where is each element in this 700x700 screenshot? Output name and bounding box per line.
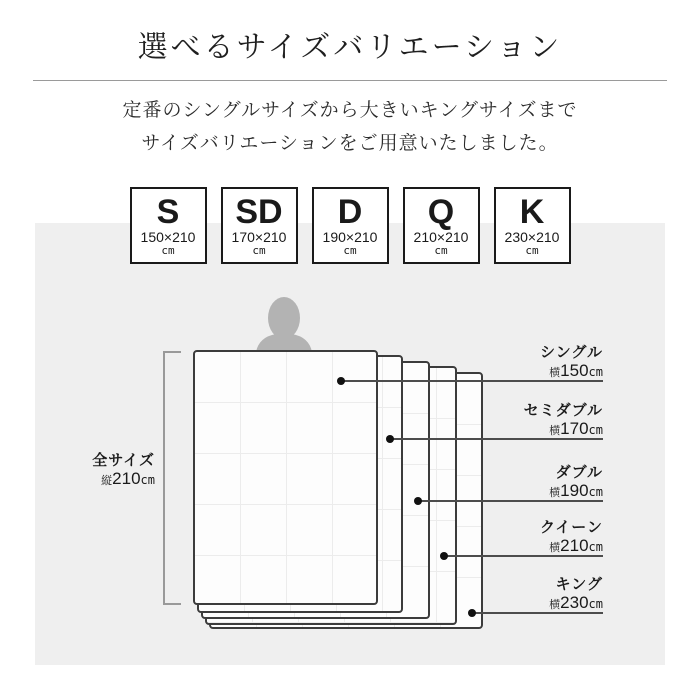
size-label-value bbox=[443, 420, 603, 440]
size-label-king bbox=[443, 576, 603, 614]
size-dimensions: 190×210 bbox=[322, 229, 378, 245]
height-unit: cm bbox=[140, 473, 155, 487]
width-value: 150 bbox=[560, 361, 589, 380]
size-label-name: ダブル bbox=[555, 464, 603, 481]
size-unit: cm bbox=[434, 244, 448, 257]
size-badge-semidouble bbox=[221, 187, 298, 264]
size-label-name: キング bbox=[555, 576, 603, 593]
height-value: 210 bbox=[112, 469, 141, 488]
size-label-semidouble bbox=[443, 402, 603, 440]
height-prefix: 縦 bbox=[101, 475, 113, 487]
height-label-value bbox=[55, 470, 155, 490]
width-prefix: 横 bbox=[549, 542, 561, 554]
width-unit: cm bbox=[588, 540, 603, 554]
size-unit: cm bbox=[343, 244, 357, 257]
leader-dot-semidouble bbox=[386, 435, 394, 443]
size-label-value bbox=[443, 537, 603, 557]
height-label-name: 全サイズ bbox=[92, 452, 155, 469]
size-code: K bbox=[519, 193, 545, 231]
size-code: D bbox=[337, 193, 363, 231]
subtitle-line-1: 定番のシングルサイズから大きいキングサイズまで bbox=[122, 100, 578, 121]
size-badge-double bbox=[312, 187, 389, 264]
width-unit: cm bbox=[588, 485, 603, 499]
size-label-name: クイーン bbox=[540, 519, 603, 536]
size-label-name: シングル bbox=[540, 344, 603, 361]
width-unit: cm bbox=[588, 423, 603, 437]
width-value: 190 bbox=[560, 481, 589, 500]
width-unit: cm bbox=[588, 365, 603, 379]
size-badge-row bbox=[0, 187, 700, 264]
subtitle-line-2: サイズバリエーションをご用意いたしました。 bbox=[141, 133, 559, 154]
size-dimensions: 210×210 bbox=[413, 229, 469, 245]
size-label-value bbox=[443, 594, 603, 614]
width-prefix: 横 bbox=[549, 487, 561, 499]
size-code: S bbox=[156, 193, 180, 231]
width-value: 170 bbox=[560, 419, 589, 438]
size-unit: cm bbox=[161, 244, 175, 257]
leader-dot-single bbox=[337, 377, 345, 385]
title-divider bbox=[33, 80, 667, 81]
comforter-single bbox=[193, 350, 378, 605]
size-label-single bbox=[443, 344, 603, 382]
size-label-double bbox=[443, 464, 603, 502]
width-prefix: 横 bbox=[549, 425, 561, 437]
page-title: 選べるサイズバリエーション bbox=[137, 31, 563, 64]
person-silhouette-icon bbox=[250, 290, 318, 352]
width-value: 210 bbox=[560, 536, 589, 555]
size-code: SD bbox=[235, 193, 283, 231]
size-badge-king bbox=[494, 187, 571, 264]
width-prefix: 横 bbox=[549, 599, 561, 611]
size-unit: cm bbox=[252, 244, 266, 257]
size-label-name: セミダブル bbox=[523, 402, 603, 419]
size-dimensions: 170×210 bbox=[231, 229, 287, 245]
size-dimensions: 150×210 bbox=[140, 229, 196, 245]
size-dimensions: 230×210 bbox=[504, 229, 560, 245]
size-badge-queen bbox=[403, 187, 480, 264]
leader-dot-king bbox=[468, 609, 476, 617]
width-prefix: 横 bbox=[549, 367, 561, 379]
leader-dot-double bbox=[414, 497, 422, 505]
width-unit: cm bbox=[588, 597, 603, 611]
width-value: 230 bbox=[560, 593, 589, 612]
size-label-value bbox=[443, 362, 603, 382]
height-bracket bbox=[163, 351, 181, 605]
size-unit: cm bbox=[525, 244, 539, 257]
size-label-value bbox=[443, 482, 603, 502]
height-label bbox=[55, 452, 155, 490]
size-label-queen bbox=[443, 519, 603, 557]
size-badge-single bbox=[130, 187, 207, 264]
leader-dot-queen bbox=[440, 552, 448, 560]
size-code: Q bbox=[427, 193, 455, 231]
subtitle bbox=[0, 94, 700, 160]
